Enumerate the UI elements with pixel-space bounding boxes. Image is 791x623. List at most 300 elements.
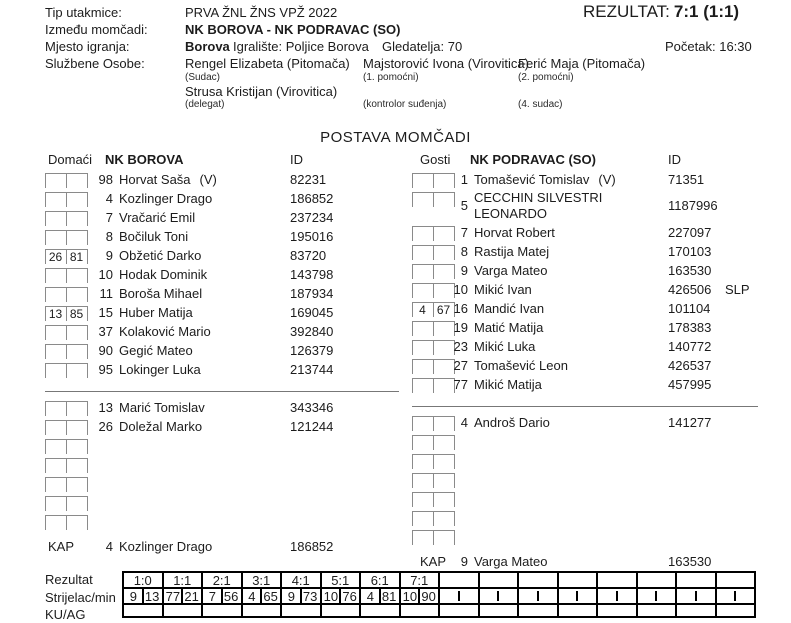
sub-box-line: [412, 246, 413, 260]
scorer-minute-cell: 76: [342, 589, 357, 604]
scorer-cell-divider: [181, 589, 183, 603]
sub-box-line: [433, 174, 434, 188]
kuag-cell: [361, 605, 401, 616]
player-name: [119, 172, 217, 187]
player-row: [412, 414, 782, 433]
result-cell: 3:1: [243, 573, 283, 587]
scorer-group: [677, 589, 717, 603]
scorer-minute-cell: [577, 589, 596, 603]
substitution-boxes: [45, 173, 88, 188]
player-number: 7: [460, 225, 468, 240]
player-name: [474, 339, 535, 354]
kuag-cell: [677, 605, 717, 616]
lineup-title: POSTAVA MOMČADI: [320, 129, 471, 146]
player-name-text: Tomašević Tomislav: [474, 172, 590, 187]
captain-mark: (V): [598, 172, 616, 187]
player-row: [45, 361, 403, 380]
home-bench-list: [45, 399, 403, 532]
sub-minute-cell: 81: [69, 250, 84, 264]
result-cell: 7:1: [401, 573, 441, 587]
player-number: 95: [98, 362, 113, 377]
player-name: [119, 191, 212, 206]
sub-box-line: [45, 345, 46, 359]
scorer-minute-cell: [696, 589, 715, 603]
player-name: [474, 320, 543, 335]
scorer-minute-cell: [538, 589, 557, 603]
sub-box-line: [433, 341, 434, 355]
away-captain-row: [412, 553, 782, 572]
attendance-value: 70: [447, 39, 463, 54]
referee-name: Rengel Elizabeta (Pitomača): [185, 56, 350, 71]
player-row: [412, 224, 782, 243]
player-name-text: Horvat Robert: [474, 225, 555, 240]
player-name-text: Tomašević Leon: [474, 358, 568, 373]
scorer-cell-divider: [379, 589, 381, 603]
kuag-cell: [598, 605, 638, 616]
player-number: 8: [105, 229, 113, 244]
result-table: [122, 571, 756, 618]
away-roster-header: [412, 152, 782, 171]
sub-box-line: [412, 493, 413, 507]
scorer-number-cell: 4: [366, 589, 374, 604]
sub-box-line: [412, 341, 413, 355]
kuag-cell: [519, 605, 559, 616]
result-cell: 5:1: [322, 573, 362, 587]
substitution-boxes: [45, 306, 88, 321]
player-name-text: Lokinger Luka: [119, 362, 201, 377]
scorer-number-cell: [598, 589, 617, 603]
player-id: 163530: [668, 263, 712, 278]
sub-minute-cell: 67: [436, 303, 451, 317]
substitution-boxes: [45, 363, 88, 378]
player-name: [474, 190, 649, 222]
sub-box-line: [87, 459, 88, 473]
attendance-field: [382, 39, 462, 54]
player-name-text: Kolaković Mario: [119, 324, 211, 339]
player-row: [412, 509, 782, 528]
player-number: 10: [453, 282, 468, 297]
player-row: [45, 228, 403, 247]
home-id-column-header: ID: [290, 152, 303, 167]
sub-box-line: [433, 284, 434, 298]
sub-box-line: [433, 227, 434, 241]
result-cell: [559, 573, 599, 587]
player-row: [412, 528, 782, 547]
sub-box-line: [433, 493, 434, 507]
scorer-group: [598, 589, 638, 603]
sub-box-line: [433, 474, 434, 488]
kuag-cell: [401, 605, 441, 616]
scorer-cell-divider: [695, 591, 697, 601]
player-id: 126379: [290, 343, 334, 358]
sub-box-line: [433, 417, 434, 431]
player-name: [119, 229, 188, 244]
scorer-minute-cell: [617, 589, 636, 603]
pitch-label: Igralište:: [233, 39, 283, 54]
player-name: [474, 415, 550, 430]
player-name: [119, 248, 201, 263]
substitution-boxes: [45, 401, 88, 416]
sub-box-line: [412, 455, 413, 469]
scorer-cell-divider: [616, 591, 618, 601]
scorer-minute-cell: 90: [421, 589, 436, 604]
controller-role: (kontrolor suđenja): [363, 99, 447, 110]
substitution-boxes: [45, 420, 88, 435]
scorer-row-label: Strijelac/min: [45, 590, 116, 605]
venue-value: Borova: [185, 39, 230, 54]
player-name: [474, 263, 547, 278]
result-heading: [583, 2, 739, 22]
player-number: 77: [453, 377, 468, 392]
player-id: 186852: [290, 191, 334, 206]
home-roster-divider: [45, 391, 399, 392]
teams-label: Između momčadi:: [45, 22, 148, 37]
sub-box-line: [87, 497, 88, 511]
sub-box-line: [45, 497, 46, 511]
player-id: 237234: [290, 210, 334, 225]
player-name-text: Bočiluk Toni: [119, 229, 189, 244]
kuag-cell: [322, 605, 362, 616]
player-name-text: Mikić Luka: [474, 339, 536, 354]
kuag-cell: [203, 605, 243, 616]
scorer-cell-divider: [655, 591, 657, 601]
substitution-boxes: [45, 477, 88, 492]
player-row: [412, 471, 782, 490]
home-captain-number: 4: [105, 539, 113, 554]
player-id: 82231: [290, 172, 327, 187]
away-team-name: NK PODRAVAC (SO): [470, 152, 596, 167]
substitution-boxes: [45, 287, 88, 302]
player-name: [474, 301, 544, 316]
sub-box-line: [66, 345, 67, 359]
scorer-group: [322, 589, 362, 603]
sub-box-line: [433, 193, 434, 207]
player-name: [474, 358, 568, 373]
player-row: [45, 304, 403, 323]
player-id: 227097: [668, 225, 712, 240]
away-captain-id: 163530: [668, 554, 712, 569]
substitution-boxes: [45, 325, 88, 340]
away-roster-divider: [412, 406, 758, 407]
scorer-minute-cell: 56: [223, 589, 239, 604]
player-name: [119, 343, 193, 358]
scorer-minute-cell: [459, 589, 478, 603]
sub-box-line: [45, 516, 46, 530]
player-name-text: CECCHIN SILVESTRI LEONARDO: [474, 190, 603, 221]
player-name: [119, 400, 205, 415]
player-name: [119, 210, 195, 225]
player-name: [119, 419, 202, 434]
sub-box-line: [412, 174, 413, 188]
player-number: 10: [98, 267, 113, 282]
player-name-text: Huber Matija: [119, 305, 193, 320]
kuag-cell: [164, 605, 204, 616]
player-number: 4: [460, 415, 468, 430]
assistant2-name: Ferić Maja (Pitomača): [518, 56, 646, 71]
away-id-column-header: ID: [668, 152, 681, 167]
scorer-group: [203, 589, 243, 603]
player-name-text: Doležal Marko: [119, 419, 203, 434]
kuag-row-label: KU/AG: [45, 607, 86, 622]
scorer-row: [124, 589, 754, 605]
scorer-group: [519, 589, 559, 603]
sub-box-line: [412, 322, 413, 336]
sub-box-line: [412, 417, 413, 431]
scorer-number-cell: 4: [248, 589, 256, 604]
player-name-text: Mikić Ivan: [474, 282, 532, 297]
substitution-boxes: [45, 458, 88, 473]
substitution-boxes: [45, 496, 88, 511]
scorer-number-cell: [440, 589, 459, 603]
sub-box-line: [66, 497, 67, 511]
sub-box-line: [454, 512, 455, 526]
player-number: 11: [99, 286, 113, 301]
sub-minute-cell: 85: [69, 307, 84, 321]
pitch-value: Poljice Borova: [285, 39, 369, 54]
scorer-cell-divider: [576, 591, 578, 601]
player-number: 37: [98, 324, 113, 339]
player-number: 4: [105, 191, 113, 206]
sub-box-line: [454, 436, 455, 450]
substitution-boxes: [45, 268, 88, 283]
player-row: [45, 513, 403, 532]
scorer-group: [164, 589, 204, 603]
sub-box-line: [433, 512, 434, 526]
sub-box-line: [433, 322, 434, 336]
scorer-minute-cell: 13: [144, 589, 160, 604]
sub-box-line: [66, 231, 67, 245]
kuag-cell: [638, 605, 678, 616]
away-captain-number: 9: [460, 554, 468, 569]
sub-box-line: [433, 455, 434, 469]
match-type-value: PRVA ŽNL ŽNS VPŽ 2022: [185, 5, 338, 20]
substitution-boxes: [412, 511, 455, 526]
sub-box-line: [412, 193, 413, 207]
scorer-cell-divider: [221, 589, 223, 603]
player-row: [412, 300, 782, 319]
player-name: [474, 282, 532, 297]
player-number: 9: [105, 248, 113, 263]
scorer-number-cell: [638, 589, 657, 603]
scorer-group: [243, 589, 283, 603]
sub-box-line: [66, 440, 67, 454]
player-row: [45, 494, 403, 513]
kuag-cell: [243, 605, 283, 616]
sub-box-line: [66, 288, 67, 302]
sub-box-line: [45, 440, 46, 454]
player-name-text: Horvat Saša: [119, 172, 191, 187]
sub-box-line: [412, 284, 413, 298]
player-row: [45, 190, 403, 209]
home-captain-label: KAP: [48, 539, 75, 554]
substitution-boxes: [412, 492, 455, 507]
sub-box-line: [433, 265, 434, 279]
scorer-group: [361, 589, 401, 603]
player-name-text: Varga Mateo: [474, 263, 548, 278]
player-row: [412, 319, 782, 338]
player-tag: SLP: [725, 282, 750, 297]
sub-box-line: [45, 459, 46, 473]
player-id: 426537: [668, 358, 712, 373]
player-row: [45, 209, 403, 228]
scorer-group: [480, 589, 520, 603]
assistant1-name: Majstorović Ivona (Virovitica): [363, 56, 529, 71]
kickoff-value: 16:30: [719, 39, 752, 54]
player-row: [412, 243, 782, 262]
sub-box-line: [454, 474, 455, 488]
scorer-number-cell: [519, 589, 538, 603]
referee-role: (Sudac): [185, 72, 221, 83]
sub-box-line: [87, 440, 88, 454]
substitution-boxes: [45, 439, 88, 454]
player-name: [474, 377, 542, 392]
player-name: [119, 362, 201, 377]
scorer-cell-divider: [734, 591, 736, 601]
player-row: [45, 285, 403, 304]
scorer-cell-divider: [339, 589, 341, 603]
sub-box-line: [45, 269, 46, 283]
assistant2-role: (2. pomoćni): [518, 72, 574, 83]
scorer-number-cell: [717, 589, 736, 603]
sub-player-cell: 26: [48, 250, 63, 264]
scorer-cell-divider: [458, 591, 460, 601]
scorer-number-cell: 7: [208, 589, 216, 604]
sub-box-line: [45, 402, 46, 416]
player-row: [412, 376, 782, 395]
home-roster-header: [45, 152, 403, 171]
sub-box-line: [66, 516, 67, 530]
kuag-cell: [480, 605, 520, 616]
sub-box-line: [412, 379, 413, 393]
player-name-text: Obžetić Darko: [119, 248, 202, 263]
player-number: 5: [460, 198, 468, 213]
player-id: 170103: [668, 244, 712, 259]
scorer-number-cell: 10: [323, 589, 339, 604]
player-id: 187934: [290, 286, 334, 301]
substitution-boxes: [45, 515, 88, 530]
sub-box-line: [66, 478, 67, 492]
sub-box-line: [433, 246, 434, 260]
kuag-row: [124, 605, 754, 616]
player-number: 9: [460, 263, 468, 278]
result-cell: [480, 573, 520, 587]
substitution-boxes: [45, 211, 88, 226]
home-side-label: Domaći: [48, 152, 93, 167]
result-cell: [717, 573, 755, 587]
scorer-group: [638, 589, 678, 603]
attendance-label: Gledatelja:: [382, 39, 445, 54]
result-row-label: Rezultat: [45, 572, 93, 587]
player-name-text: Vračarić Emil: [119, 210, 196, 225]
kuag-cell: [282, 605, 322, 616]
sub-box-line: [45, 212, 46, 226]
sub-box-line: [66, 326, 67, 340]
match-type-label: Tip utakmice:: [45, 5, 122, 20]
home-team-name: NK BOROVA: [105, 152, 184, 167]
sub-box-line: [433, 436, 434, 450]
player-name: [474, 172, 616, 187]
result-cell: 1:1: [164, 573, 204, 587]
sub-box-line: [66, 459, 67, 473]
player-name: [119, 267, 207, 282]
player-name: [474, 244, 549, 259]
player-row: [45, 171, 403, 190]
sub-box-line: [66, 212, 67, 226]
venue-label: Mjesto igranja:: [45, 39, 130, 54]
player-row: [412, 338, 782, 357]
away-bench-list: [412, 414, 782, 547]
player-number: 27: [453, 358, 468, 373]
scorer-number-cell: [677, 589, 696, 603]
sub-box-line: [87, 516, 88, 530]
result-row: [124, 573, 754, 589]
player-row: [45, 456, 403, 475]
player-row: [45, 323, 403, 342]
away-captain-name: Varga Mateo: [474, 554, 548, 569]
sub-box-line: [66, 193, 67, 207]
player-row: [412, 452, 782, 471]
sub-box-line: [412, 227, 413, 241]
home-captain-name: Kozlinger Drago: [119, 539, 213, 554]
sub-box-line: [45, 421, 46, 435]
substitution-boxes: [45, 230, 88, 245]
player-number: 8: [460, 244, 468, 259]
home-roster: [45, 152, 403, 557]
kuag-cell: [440, 605, 480, 616]
result-cell: [638, 573, 678, 587]
scorer-minute-cell: [498, 589, 517, 603]
player-name-text: Hodak Dominik: [119, 267, 208, 282]
scorer-group: [124, 589, 164, 603]
sub-player-cell: 13: [48, 307, 63, 321]
player-name-text: Matić Matija: [474, 320, 544, 335]
scorer-minute-cell: 21: [184, 589, 199, 604]
substitution-boxes: [412, 454, 455, 469]
result-cell: [598, 573, 638, 587]
player-name-text: Mandić Ivan: [474, 301, 545, 316]
sub-box-line: [412, 360, 413, 374]
substitution-boxes: [412, 435, 455, 450]
sub-box-line: [412, 436, 413, 450]
home-starters-list: [45, 171, 403, 380]
kickoff-field: [665, 39, 752, 54]
sub-box-line: [66, 174, 67, 188]
player-number: 98: [98, 172, 113, 187]
player-number: 1: [460, 172, 468, 187]
sub-box-line: [66, 364, 67, 378]
scorer-number-cell: [480, 589, 499, 603]
scorer-number-cell: 10: [402, 589, 418, 604]
player-name-text: Boroša Mihael: [119, 286, 203, 301]
player-name: [474, 225, 555, 240]
scorer-cell-divider: [497, 591, 499, 601]
scorer-group: [401, 589, 441, 603]
delegate-name: Strusa Kristijan (Virovitica): [185, 84, 338, 99]
result-cell: 4:1: [282, 573, 322, 587]
captain-mark: (V): [199, 172, 217, 187]
player-name: [119, 305, 193, 320]
player-name-text: Marić Tomislav: [119, 400, 205, 415]
player-name: [119, 324, 211, 339]
scorer-minute-cell: [656, 589, 675, 603]
officials-label: Službene Osobe:: [45, 56, 145, 71]
scorer-group: [559, 589, 599, 603]
away-side-label: Gosti: [420, 152, 451, 167]
result-heading-label: REZULTAT:: [583, 2, 670, 21]
sub-box-line: [433, 531, 434, 545]
kuag-cell: [124, 605, 164, 616]
sub-box-line: [45, 193, 46, 207]
